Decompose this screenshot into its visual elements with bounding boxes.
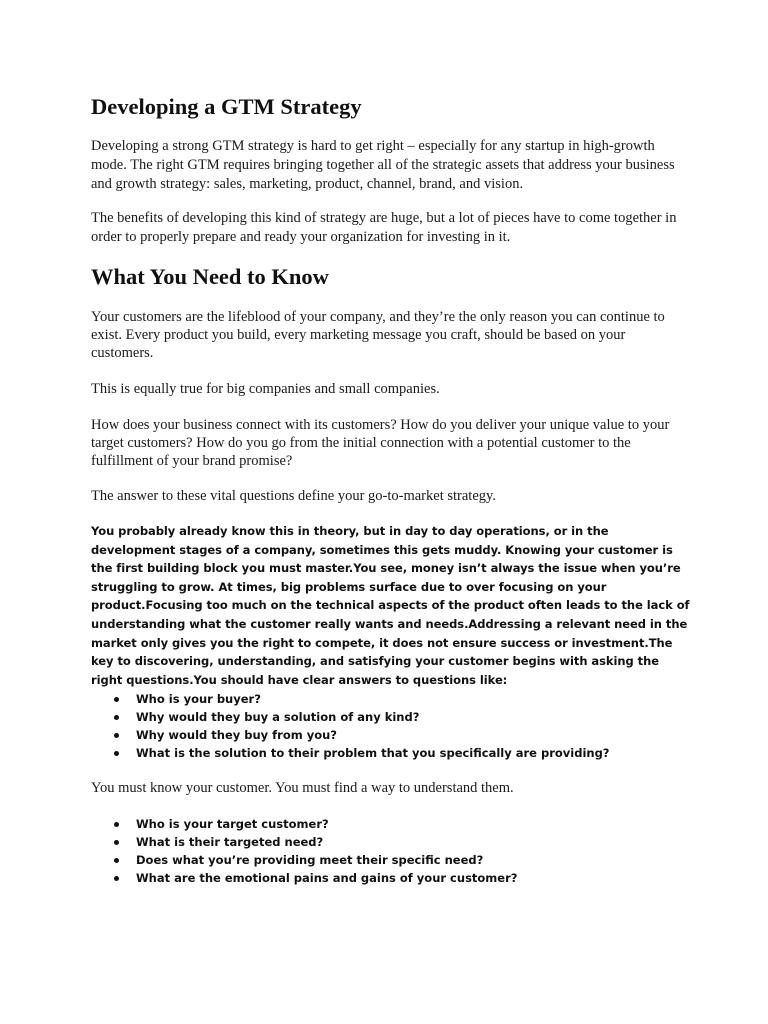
list-item-text: Who is your target customer? bbox=[136, 817, 329, 831]
bullet-list-buyer bbox=[91, 690, 609, 762]
list-item bbox=[91, 851, 517, 869]
sans-paragraph-theory: You probably already know this in theory, but in day to day operations, or in the development stages of a company, sometimes this gets muddy. Knowing your customer is the first building block you must master.You see, money isn’t always the issue when you’re struggling to grow. At times, big problems surface due to over focusing on your product.Focusing too much on the technical aspects of the product often leads to the lack of understanding what the customer really wants and needs.Addressing a relevant need in the market only gives you the right to compete, it does not ensure success or investment.The key to discovering, understanding, and satisfying your customer begins with asking the right questions.You should have clear answers to questions like: bbox=[91, 524, 690, 687]
list-item-text: Why would they buy a solution of any kind? bbox=[136, 710, 420, 724]
bullet-icon bbox=[114, 751, 119, 756]
bullet-icon bbox=[114, 697, 119, 702]
bullet-icon bbox=[114, 715, 119, 720]
body-paragraph-equally-true: This is equally true for big companies and small companies. bbox=[91, 381, 440, 397]
heading-developing-gtm: Developing a GTM Strategy bbox=[91, 94, 362, 119]
list-item bbox=[91, 815, 517, 833]
list-item bbox=[91, 690, 609, 708]
closing-paragraph: You must know your customer. You must find a way to understand them. bbox=[91, 780, 514, 796]
bullet-icon bbox=[114, 858, 119, 863]
list-item-text: Why would they buy from you? bbox=[136, 728, 337, 742]
list-item-text: What is their targeted need? bbox=[136, 835, 324, 849]
intro-paragraph-2: The benefits of developing this kind of strategy are huge, but a lot of pieces have to come together in order to properly prepare and ready your organization for investing in it. bbox=[91, 210, 677, 245]
bullet-list-customer bbox=[91, 815, 517, 887]
list-item bbox=[91, 869, 517, 887]
list-item bbox=[91, 708, 609, 726]
intro-paragraph-1: Developing a strong GTM strategy is hard to get right – especially for any startup in high-growth mode. The right GTM requires bringing together all of the strategic assets that address your business and growth strategy: sales, marketing, product, channel, brand, and vision. bbox=[91, 138, 675, 192]
bullet-icon bbox=[114, 876, 119, 881]
body-paragraph-answer: The answer to these vital questions define your go-to-market strategy. bbox=[91, 488, 496, 504]
heading-what-you-need: What You Need to Know bbox=[91, 264, 329, 289]
list-item bbox=[91, 833, 517, 851]
list-item bbox=[91, 744, 609, 762]
body-paragraph-customers: Your customers are the lifeblood of your company, and they’re the only reason you can continue to exist. Every product you build, every marketing message you craft, should be based on your customers. bbox=[91, 309, 665, 361]
bullet-icon bbox=[114, 840, 119, 845]
list-item-text: What is the solution to their problem that you specifically are providing? bbox=[136, 746, 610, 760]
list-item-text: What are the emotional pains and gains of your customer? bbox=[136, 871, 518, 885]
list-item-text: Does what you’re providing meet their specific need? bbox=[136, 853, 484, 867]
bullet-icon bbox=[114, 733, 119, 738]
body-paragraph-questions: How does your business connect with its customers? How do you deliver your unique value to your target customers? How do you go from the initial connection with a potential customer to the fulfillment of your brand promise? bbox=[91, 417, 670, 469]
list-item bbox=[91, 726, 609, 744]
bullet-icon bbox=[114, 822, 119, 827]
list-item-text: Who is your buyer? bbox=[136, 692, 261, 706]
